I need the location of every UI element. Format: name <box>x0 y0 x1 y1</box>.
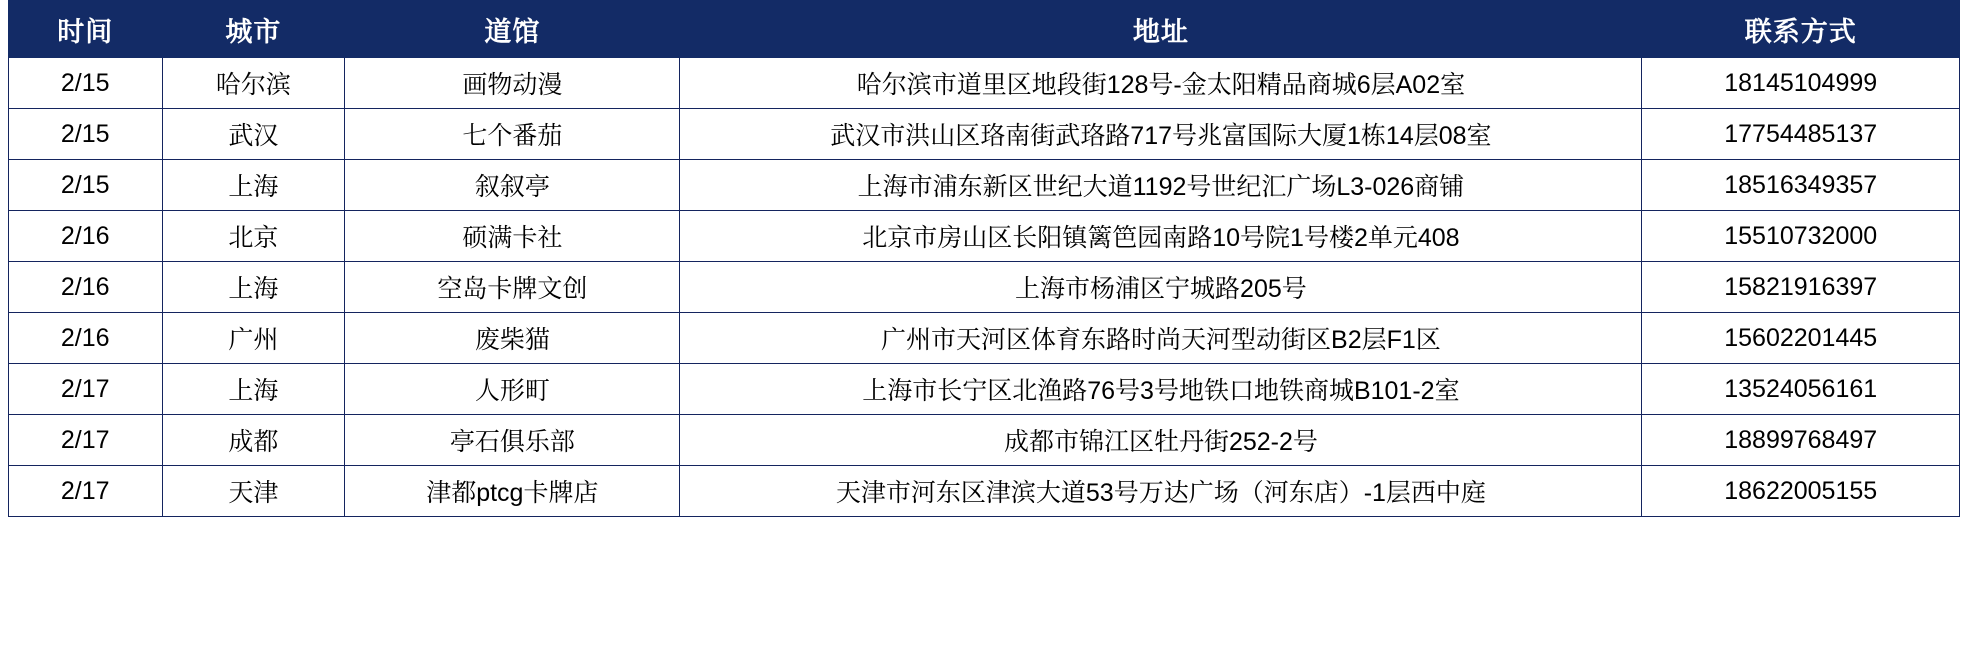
cell-contact: 13524056161 <box>1642 364 1960 415</box>
cell-city: 上海 <box>162 160 345 211</box>
cell-venue: 空岛卡牌文创 <box>345 262 680 313</box>
table-row <box>9 160 1960 211</box>
cell-address: 哈尔滨市道里区地段街128号-金太阳精品商城6层A02室 <box>680 58 1642 109</box>
cell-address: 上海市杨浦区宁城路205号 <box>680 262 1642 313</box>
cell-city: 哈尔滨 <box>162 58 345 109</box>
cell-city: 广州 <box>162 313 345 364</box>
table-row <box>9 364 1960 415</box>
cell-city: 武汉 <box>162 109 345 160</box>
cell-venue: 硕满卡社 <box>345 211 680 262</box>
cell-city: 上海 <box>162 262 345 313</box>
table-row <box>9 211 1960 262</box>
table-row <box>9 58 1960 109</box>
table-row <box>9 466 1960 517</box>
cell-venue: 津都ptcg卡牌店 <box>345 466 680 517</box>
cell-contact: 15510732000 <box>1642 211 1960 262</box>
schedule-table <box>8 0 1960 517</box>
cell-venue: 画物动漫 <box>345 58 680 109</box>
cell-time: 2/15 <box>9 160 163 211</box>
cell-time: 2/16 <box>9 211 163 262</box>
cell-address: 武汉市洪山区珞南街武珞路717号兆富国际大厦1栋14层08室 <box>680 109 1642 160</box>
cell-address: 北京市房山区长阳镇篱笆园南路10号院1号楼2单元408 <box>680 211 1642 262</box>
cell-venue: 人形町 <box>345 364 680 415</box>
cell-contact: 15602201445 <box>1642 313 1960 364</box>
cell-city: 天津 <box>162 466 345 517</box>
cell-venue: 叙叙亭 <box>345 160 680 211</box>
cell-time: 2/17 <box>9 466 163 517</box>
table-row <box>9 109 1960 160</box>
column-header-venue: 道馆 <box>345 1 680 58</box>
cell-venue: 废柴猫 <box>345 313 680 364</box>
column-header-contact: 联系方式 <box>1642 1 1960 58</box>
cell-address: 广州市天河区体育东路时尚天河型动街区B2层F1区 <box>680 313 1642 364</box>
table-row <box>9 415 1960 466</box>
cell-address: 成都市锦江区牡丹街252-2号 <box>680 415 1642 466</box>
cell-contact: 17754485137 <box>1642 109 1960 160</box>
table-body <box>9 58 1960 517</box>
table-row <box>9 262 1960 313</box>
cell-contact: 18145104999 <box>1642 58 1960 109</box>
cell-contact: 18622005155 <box>1642 466 1960 517</box>
cell-contact: 18899768497 <box>1642 415 1960 466</box>
table-row <box>9 313 1960 364</box>
cell-time: 2/15 <box>9 109 163 160</box>
cell-address: 上海市长宁区北渔路76号3号地铁口地铁商城B101-2室 <box>680 364 1642 415</box>
cell-address: 天津市河东区津滨大道53号万达广场（河东店）-1层西中庭 <box>680 466 1642 517</box>
cell-address: 上海市浦东新区世纪大道1192号世纪汇广场L3-026商铺 <box>680 160 1642 211</box>
cell-time: 2/15 <box>9 58 163 109</box>
cell-city: 北京 <box>162 211 345 262</box>
cell-contact: 15821916397 <box>1642 262 1960 313</box>
cell-city: 上海 <box>162 364 345 415</box>
table-header-row <box>9 1 1960 58</box>
cell-time: 2/16 <box>9 262 163 313</box>
column-header-address: 地址 <box>680 1 1642 58</box>
cell-time: 2/17 <box>9 364 163 415</box>
cell-time: 2/16 <box>9 313 163 364</box>
column-header-time: 时间 <box>9 1 163 58</box>
cell-venue: 七个番茄 <box>345 109 680 160</box>
cell-time: 2/17 <box>9 415 163 466</box>
cell-venue: 亭石俱乐部 <box>345 415 680 466</box>
table-header <box>9 1 1960 58</box>
cell-city: 成都 <box>162 415 345 466</box>
cell-contact: 18516349357 <box>1642 160 1960 211</box>
column-header-city: 城市 <box>162 1 345 58</box>
